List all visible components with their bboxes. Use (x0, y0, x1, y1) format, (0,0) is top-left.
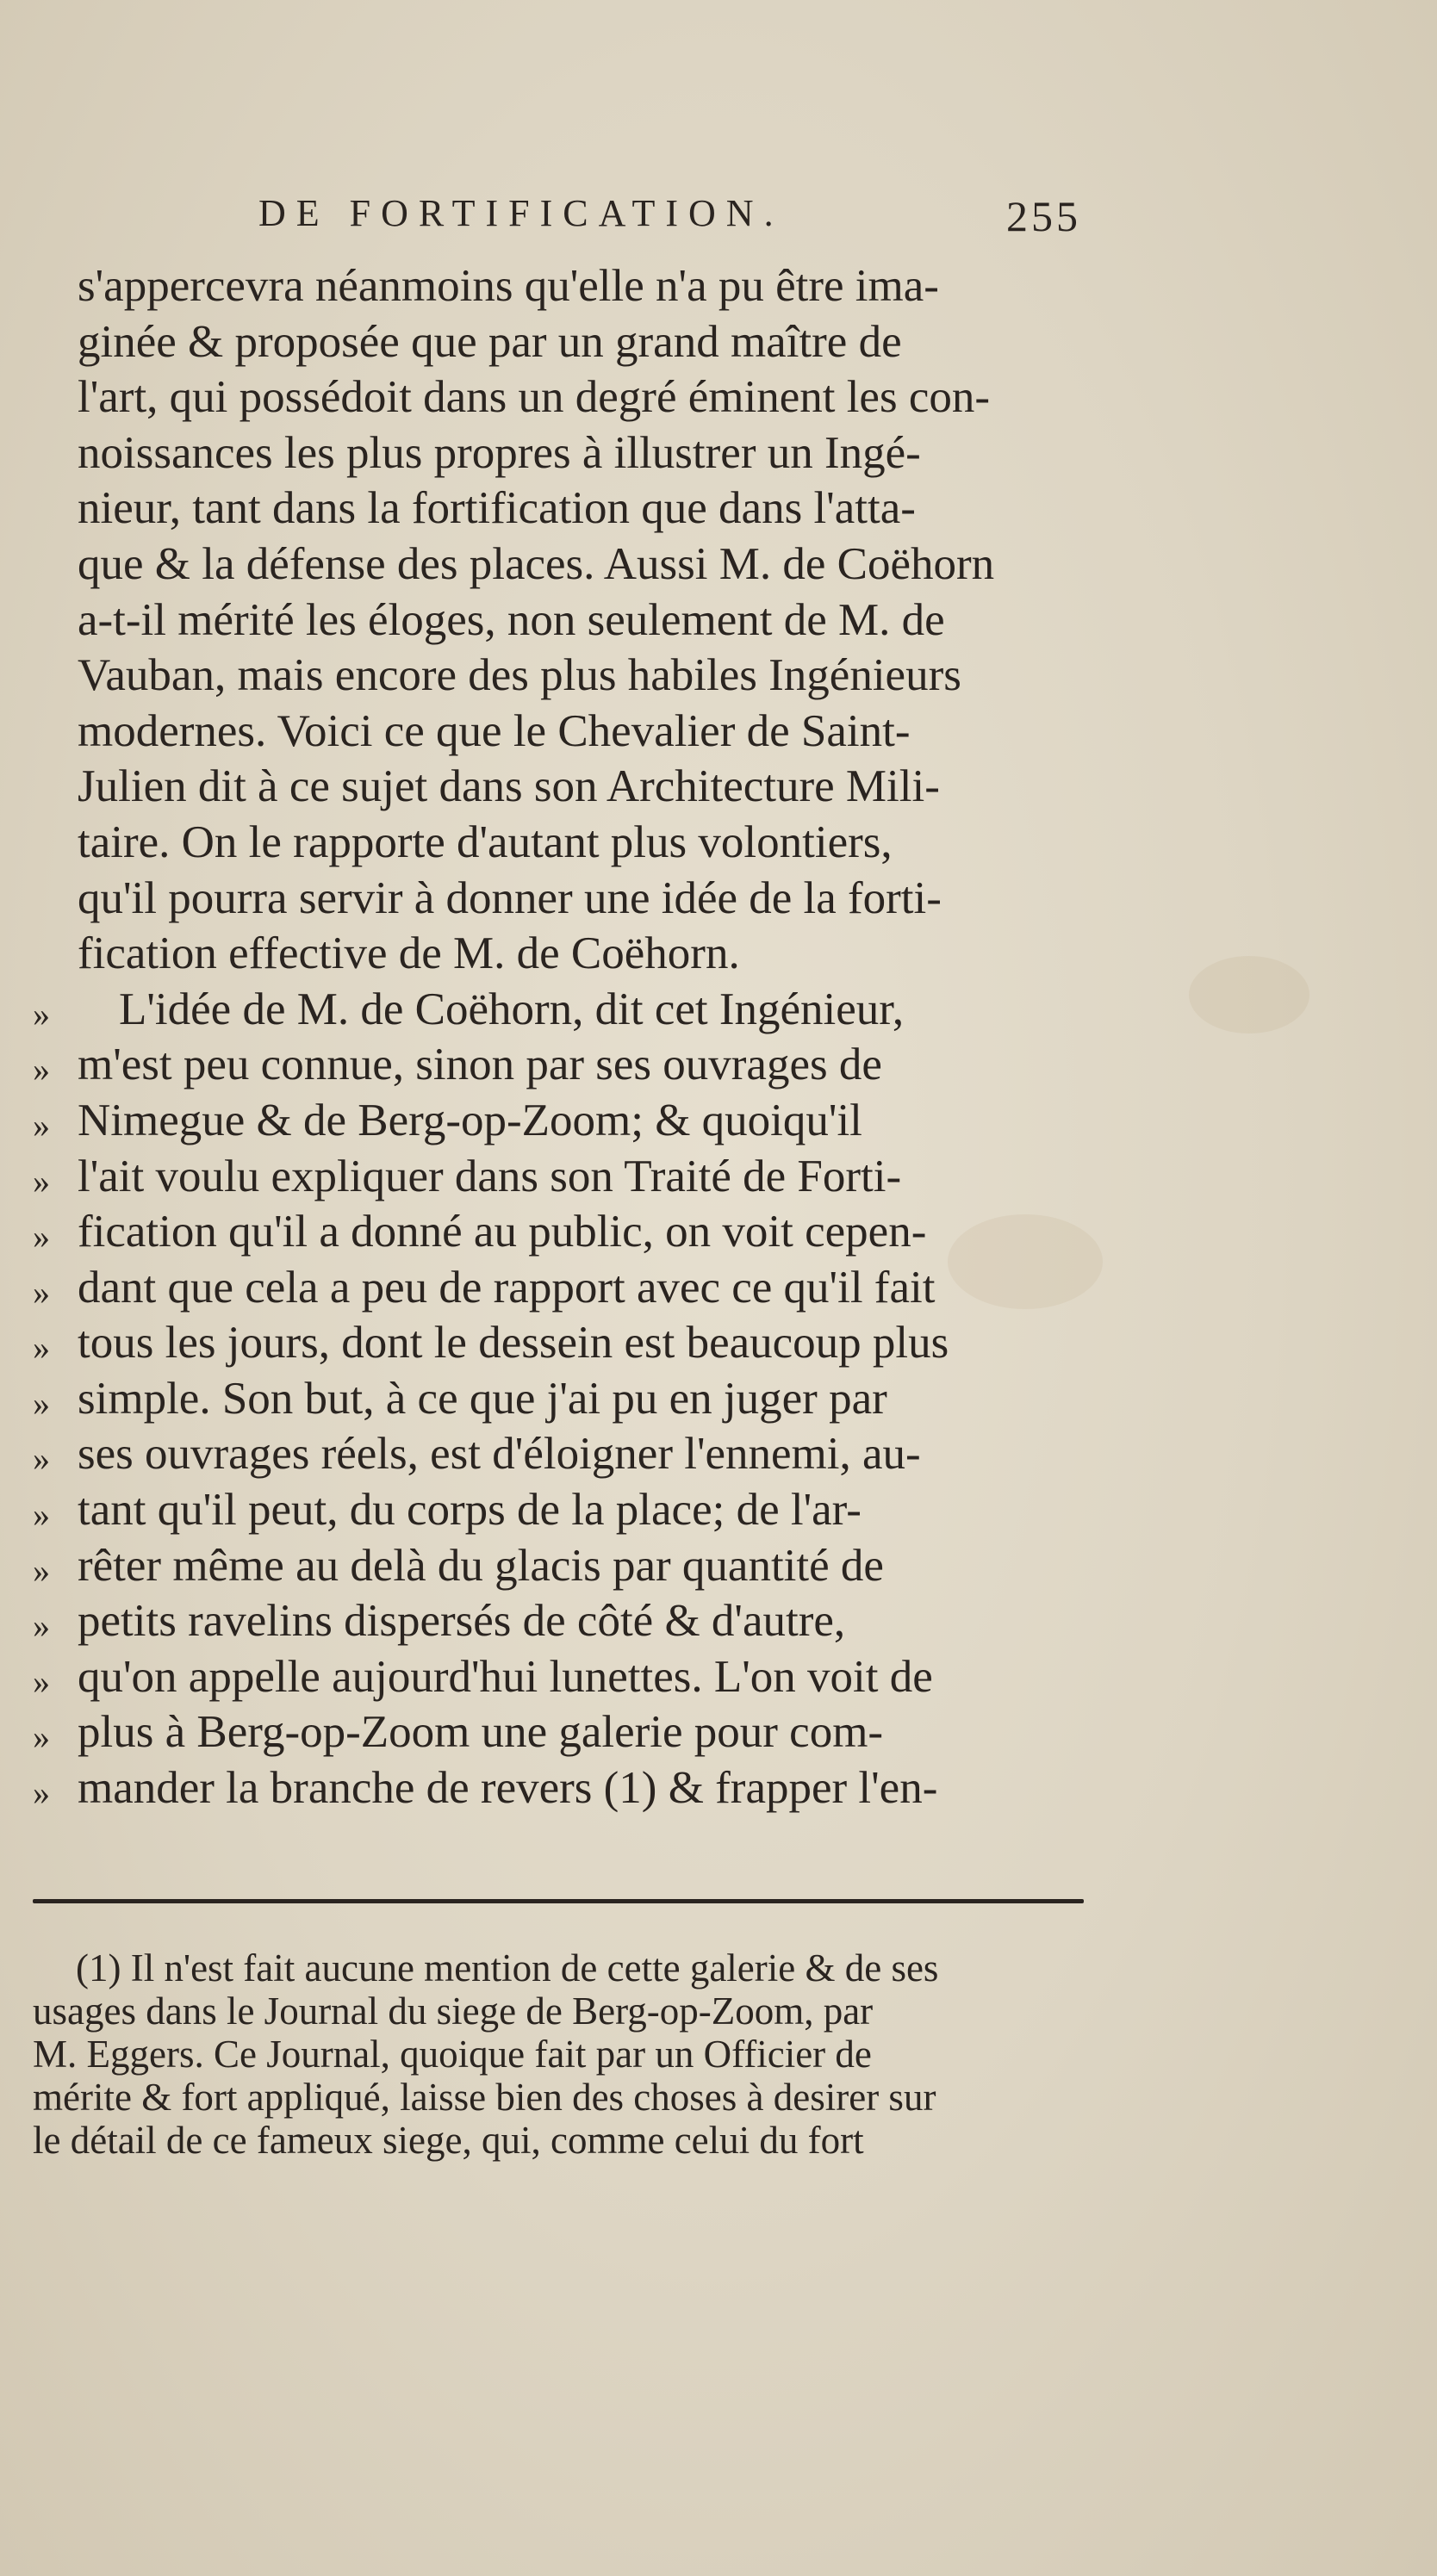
quoted-line (33, 1704, 1101, 1760)
quote-mark: » (33, 1606, 50, 1646)
quoted-line (33, 1649, 1101, 1705)
line-text: taire. On le rapporte d'autant plus volontiers, (78, 816, 893, 867)
quoted-line (33, 1204, 1101, 1260)
quoted-line (33, 1482, 1101, 1538)
quoted-line (33, 1260, 1101, 1316)
line-text: rêter même au delà du glacis par quantité de (78, 1540, 884, 1591)
quote-mark: » (33, 1272, 50, 1312)
quoted-line (33, 1538, 1101, 1594)
line-text: mander la branche de revers (1) & frapper l'en- (78, 1763, 938, 1814)
quote-mark: » (33, 1495, 50, 1535)
quoted-line (33, 1371, 1101, 1427)
footnote-line: usages dans le Journal du siege de Berg-op-Zoom, par (33, 1989, 874, 2033)
page-number: 255 (1006, 192, 1081, 240)
line-text: nieur, tant dans la fortification que dans l'atta- (78, 483, 916, 534)
line-text: Nimegue & de Berg-op-Zoom; & quoiqu'il (78, 1095, 862, 1145)
line-text: que & la défense des places. Aussi M. de Coëhorn (78, 538, 995, 589)
text-line (33, 537, 1101, 593)
text-line (33, 926, 1101, 982)
footnote-line: mérite & fort appliqué, laisse bien des choses à desirer sur (33, 2076, 936, 2119)
paper-stain (1189, 956, 1309, 1034)
line-text: a-t-il mérité les éloges, non seulement de M. de (78, 594, 945, 645)
footnote-rule (33, 1899, 1084, 1903)
line-text: L'idée de M. de Coëhorn, dit cet Ingénieur, (119, 984, 905, 1034)
body-text (33, 258, 1101, 1816)
line-text: l'art, qui possédoit dans un degré éminent les con- (78, 372, 990, 423)
text-line (33, 648, 1101, 704)
quote-mark: » (33, 1161, 50, 1201)
text-line (33, 481, 1101, 537)
quote-mark: » (33, 1105, 50, 1145)
quote-mark: » (33, 1773, 50, 1813)
text-line (33, 704, 1101, 760)
quote-mark: » (33, 1550, 50, 1590)
text-line (33, 815, 1101, 871)
line-text: l'ait voulu expliquer dans son Traité de Forti- (78, 1151, 902, 1201)
quote-mark: » (33, 1328, 50, 1368)
quote-mark: » (33, 1383, 50, 1423)
quoted-line (33, 1760, 1101, 1816)
quoted-line (33, 1426, 1101, 1482)
footnote-line: le détail de ce fameux siege, qui, comme celui du fort (33, 2119, 864, 2162)
line-text: ginée & proposée que par un grand maître de (78, 316, 902, 367)
quoted-line (33, 1093, 1101, 1149)
text-line (33, 258, 1101, 314)
line-text: qu'il pourra servir à donner une idée de la forti- (78, 872, 942, 923)
quote-mark: » (33, 1661, 50, 1701)
line-text: ses ouvrages réels, est d'éloigner l'ennemi, au- (78, 1429, 921, 1480)
page-header (258, 191, 1081, 243)
text-line (33, 593, 1101, 649)
line-text: modernes. Voici ce que le Chevalier de Saint- (78, 705, 911, 756)
quote-mark: » (33, 1217, 50, 1257)
line-text: dant que cela a peu de rapport avec ce qu'il fait (78, 1262, 936, 1313)
line-text: tous les jours, dont le dessein est beaucoup plus (78, 1318, 949, 1369)
quote-mark: » (33, 994, 50, 1034)
text-line (33, 369, 1101, 425)
line-text: s'appercevra néanmoins qu'elle n'a pu être ima- (78, 261, 939, 311)
quote-mark: » (33, 1717, 50, 1757)
text-line (33, 314, 1101, 370)
line-text: Julien dit à ce sujet dans son Architecture Mili- (78, 761, 940, 812)
line-text: m'est peu connue, sinon par ses ouvrages de (78, 1040, 882, 1090)
quoted-line (33, 1315, 1101, 1371)
quoted-line (33, 1593, 1101, 1649)
line-text: noissances les plus propres à illustrer un Ingé- (78, 427, 921, 478)
line-text: Vauban, mais encore des plus habiles Ingénieurs (78, 650, 961, 701)
footnote-line: (1) Il n'est fait aucune mention de cette galerie & de ses (76, 1946, 939, 1989)
line-text: petits ravelins dispersés de côté & d'autre, (78, 1596, 846, 1647)
quote-mark: » (33, 1439, 50, 1479)
footnote (33, 1946, 1092, 2162)
line-text: plus à Berg-op-Zoom une galerie pour com- (78, 1707, 884, 1758)
quoted-line (33, 982, 1101, 1038)
text-line (33, 759, 1101, 815)
line-text: fication effective de M. de Coëhorn. (78, 928, 740, 979)
line-text: fication qu'il a donné au public, on voit cepen- (78, 1207, 927, 1257)
text-line (33, 425, 1101, 481)
quoted-line (33, 1149, 1101, 1205)
running-title: DE FORTIFICATION. (258, 192, 784, 234)
text-line (33, 871, 1101, 927)
line-text: simple. Son but, à ce que j'ai pu en juger par (78, 1373, 887, 1424)
line-text: tant qu'il peut, du corps de la place; de l'ar- (78, 1485, 862, 1536)
footnote-line: M. Eggers. Ce Journal, quoique fait par un Officier de (33, 2033, 872, 2076)
quote-mark: » (33, 1050, 50, 1089)
quoted-line (33, 1037, 1101, 1093)
line-text: qu'on appelle aujourd'hui lunettes. L'on voit de (78, 1651, 933, 1702)
